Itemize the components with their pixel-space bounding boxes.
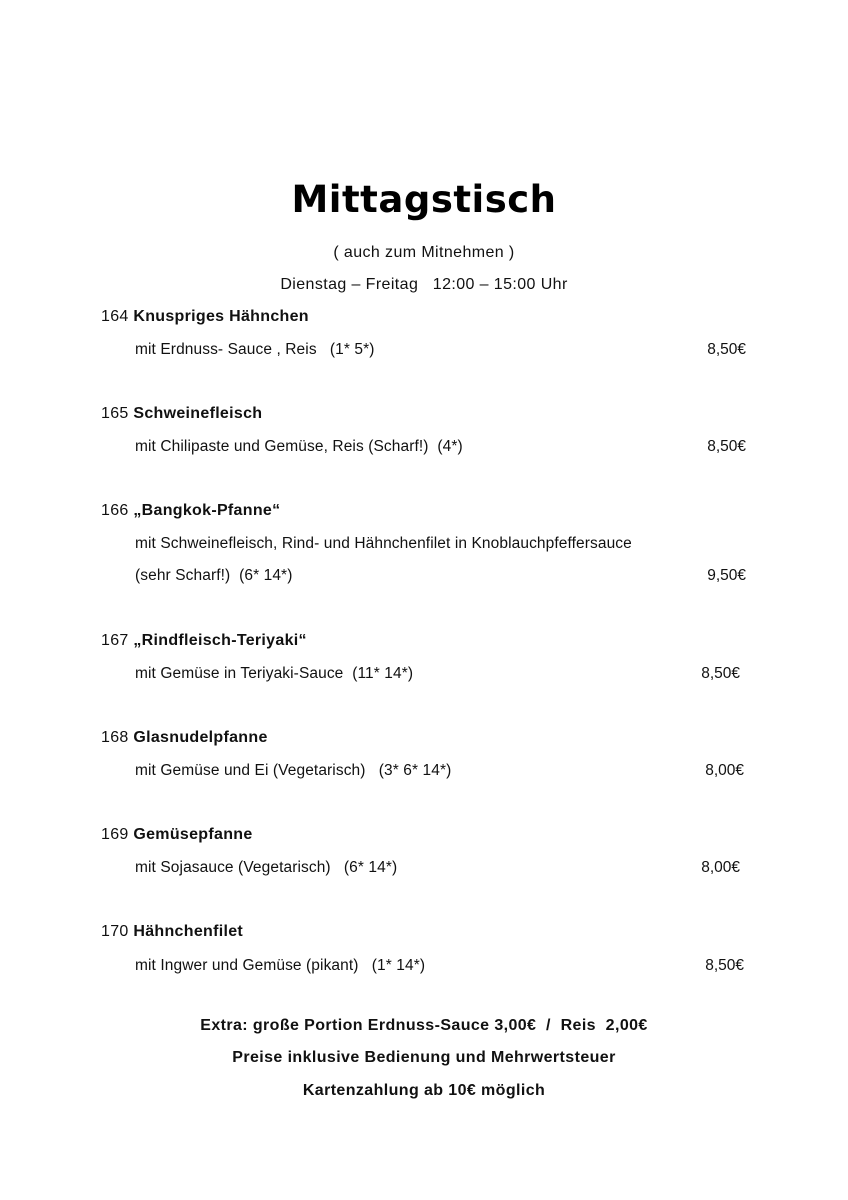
item-description: mit Ingwer und Gemüse (pikant) (1* 14*) [135, 957, 426, 974]
item-name: Glasnudelpfanne [133, 729, 268, 746]
item-price: 8,00€ [701, 859, 740, 876]
item-description: mit Gemüse in Teriyaki-Sauce (11* 14*) [135, 665, 414, 682]
item-price: 8,50€ [701, 665, 740, 682]
item-number: 165 [101, 405, 129, 422]
footer-extra: Extra: große Portion Erdnuss-Sauce 3,00€ / Reis 2,00€ [200, 1017, 648, 1034]
menu-item-164-heading [101, 308, 309, 326]
item-number: 170 [101, 923, 129, 940]
menu-item-170-heading [101, 923, 243, 941]
item-price: 8,50€ [705, 957, 744, 974]
item-description: mit Sojasauce (Vegetarisch) (6* 14*) [135, 859, 398, 876]
item-description: mit Chilipaste und Gemüse, Reis (Scharf!) (4*) [135, 438, 463, 455]
item-name: „Rindfleisch-Teriyaki“ [133, 632, 307, 649]
item-description: mit Erdnuss- Sauce , Reis (1* 5*) [135, 341, 375, 358]
item-name: Hähnchenfilet [133, 923, 244, 940]
footer-prices-note: Preise inklusive Bedienung und Mehrwertsteuer [232, 1049, 616, 1066]
subtitle-takeaway: ( auch zum Mitnehmen ) [333, 244, 515, 261]
item-name: Gemüsepfanne [133, 826, 253, 843]
menu-item-168-heading [101, 729, 268, 747]
menu-item-167-heading [101, 632, 307, 650]
item-description: mit Gemüse und Ei (Vegetarisch) (3* 6* 14*) [135, 762, 452, 779]
item-name: Schweinefleisch [133, 405, 263, 422]
item-number: 169 [101, 826, 129, 843]
menu-item-169-heading [101, 826, 253, 844]
item-name: „Bangkok-Pfanne“ [133, 502, 281, 519]
menu-item-165-heading [101, 405, 262, 423]
item-description: mit Schweinefleisch, Rind- und Hähnchenfilet in Knoblauchpfeffersauce [135, 535, 632, 552]
item-number: 168 [101, 729, 129, 746]
menu-item-166-heading [101, 502, 280, 520]
subtitle-hours: Dienstag – Freitag 12:00 – 15:00 Uhr [280, 276, 568, 293]
item-number: 166 [101, 502, 129, 519]
item-price: 8,50€ [707, 341, 746, 358]
item-price: 8,00€ [705, 762, 744, 779]
item-price: 9,50€ [707, 567, 746, 584]
page-title: Mittagstisch [291, 178, 557, 221]
item-price: 8,50€ [707, 438, 746, 455]
item-number: 164 [101, 308, 129, 325]
item-description-line2: (sehr Scharf!) (6* 14*) [135, 567, 293, 584]
item-number: 167 [101, 632, 129, 649]
item-name: Knuspriges Hähnchen [133, 308, 309, 325]
footer-card-payment: Kartenzahlung ab 10€ möglich [302, 1082, 546, 1099]
